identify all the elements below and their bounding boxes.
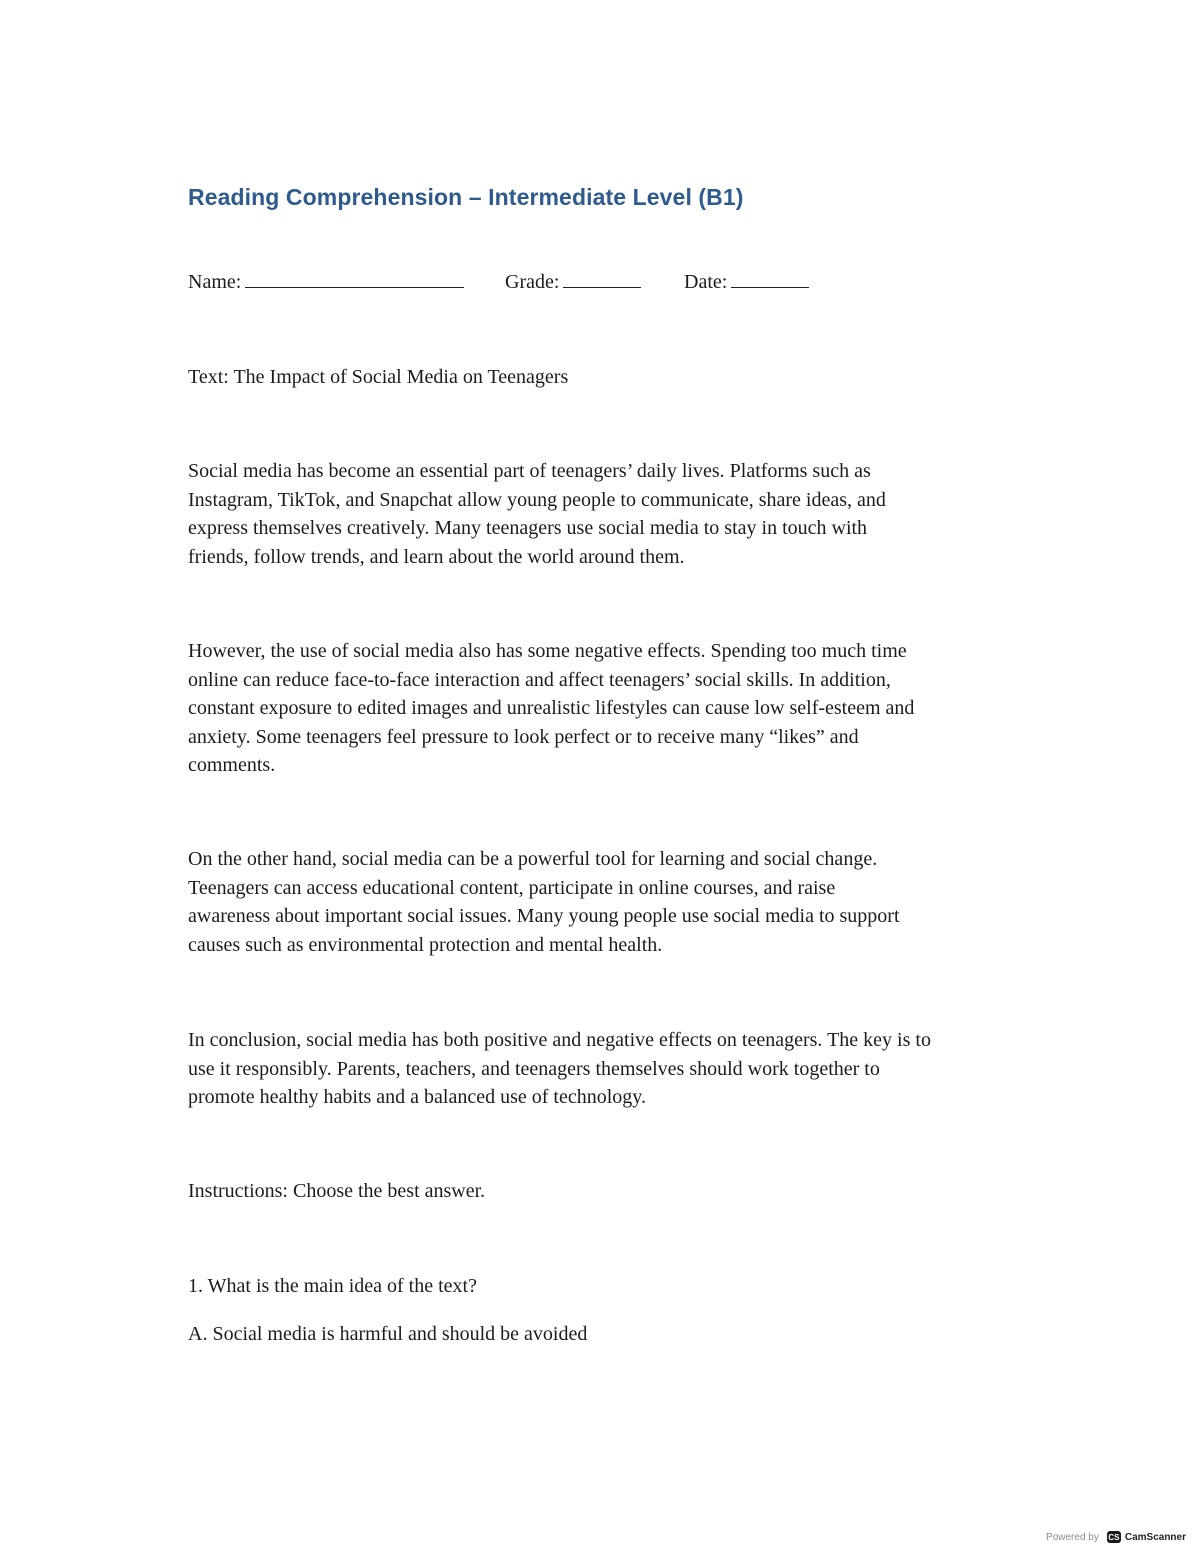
paragraph-line: awareness about important social issues. Many young people use social media to support xyxy=(188,905,900,927)
paragraph-line: use it responsibly. Parents, teachers, and teenagers themselves should work together to xyxy=(188,1057,880,1080)
student-info-row xyxy=(0,268,1200,298)
answer-option-a[interactable]: A. Social media is harmful and should be avoided xyxy=(188,1323,588,1345)
camscanner-logo-icon: CS xyxy=(1108,1532,1120,1542)
date-blank[interactable] xyxy=(731,269,809,288)
paragraph-line: comments. xyxy=(188,754,276,776)
camscanner-brand: CamScanner xyxy=(1124,1531,1186,1543)
instructions: Instructions: Choose the best answer. xyxy=(188,1180,486,1202)
paragraph-2 xyxy=(188,637,1028,780)
page-title: Reading Comprehension – Intermediate Level (B1) xyxy=(188,184,744,210)
scanner-watermark xyxy=(1046,1531,1186,1543)
date-label: Date: xyxy=(684,271,728,293)
name-field[interactable] xyxy=(188,268,464,296)
grade-blank[interactable] xyxy=(563,269,641,288)
paragraph-1 xyxy=(188,457,1028,571)
text-heading: Text: The Impact of Social Media on Teenagers xyxy=(188,366,569,388)
date-field[interactable] xyxy=(684,268,809,296)
paragraph-3 xyxy=(188,845,1028,959)
name-blank[interactable] xyxy=(245,269,464,288)
name-label: Name: xyxy=(188,271,242,293)
paragraph-line: In conclusion, social media has both positive and negative effects on teenagers. The key is to xyxy=(188,1029,931,1051)
paragraph-line: Instagram, TikTok, and Snapchat allow young people to communicate, share ideas, and xyxy=(188,488,886,511)
paragraph-line: However, the use of social media also has some negative effects. Spending too much time xyxy=(188,640,907,662)
grade-field[interactable] xyxy=(505,268,641,296)
question-1: 1. What is the main idea of the text? xyxy=(188,1275,477,1297)
grade-label: Grade: xyxy=(505,271,560,293)
paragraph-line: express themselves creatively. Many teenagers use social media to stay in touch with xyxy=(188,517,868,539)
paragraph-line: causes such as environmental protection and mental health. xyxy=(188,933,663,956)
paragraph-line: promote healthy habits and a balanced use of technology. xyxy=(188,1086,646,1108)
paragraph-line: On the other hand, social media can be a powerful tool for learning and social change. xyxy=(188,848,878,870)
paragraph-line: Social media has become an essential part of teenagers’ daily lives. Platforms such as xyxy=(188,460,871,482)
paragraph-4 xyxy=(188,1026,1028,1112)
paragraph-line: anxiety. Some teenagers feel pressure to look perfect or to receive many “likes” and xyxy=(188,725,859,748)
powered-by-label: Powered by xyxy=(1046,1531,1099,1543)
paragraph-line: friends, follow trends, and learn about the world around them. xyxy=(188,545,685,568)
paragraph-line: Teenagers can access educational content, participate in online courses, and raise xyxy=(188,876,836,899)
paragraph-line: constant exposure to edited images and unrealistic lifestyles can cause low self-esteem and xyxy=(188,697,915,719)
paragraph-line: online can reduce face-to-face interaction and affect teenagers’ social skills. In addition, xyxy=(188,668,891,691)
